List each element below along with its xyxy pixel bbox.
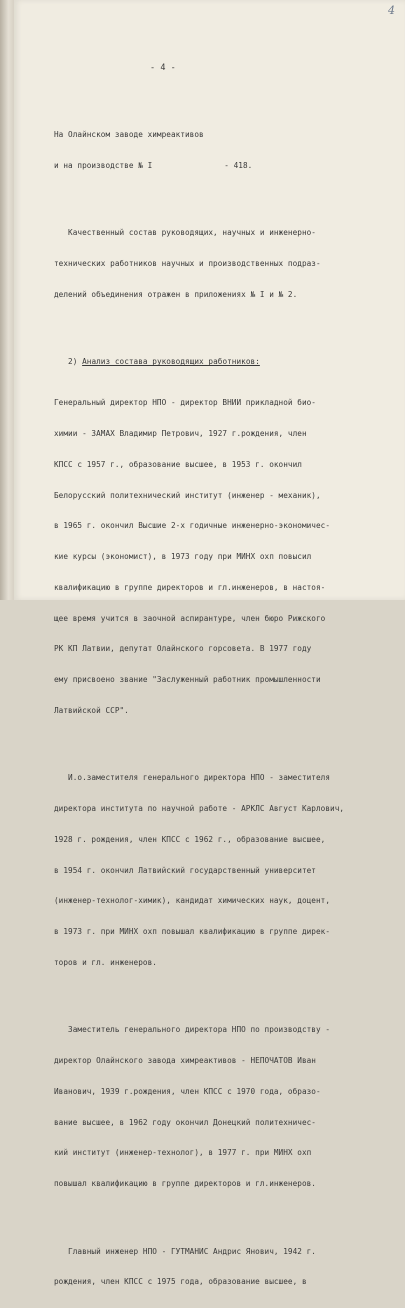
deputy1-line: (инженер-технолог-химик), кандидат химических наук, доцент, [54,896,331,906]
deputy1-line: И.о.заместителя генерального директора НПО - заместителя [54,773,331,783]
director-line: щее время учится в заочной аспирантуре, член бюро Рижского [54,613,326,623]
heading-line-1: На Олайнском заводе химреактивов [54,130,204,139]
director-line: квалификацию в группе директоров и гл.инженеров, в настоя- [54,582,326,592]
director-line: Латвийской ССР". [54,705,129,715]
director-line: кие курсы (экономист), в 1973 году при МИНХ охп повысил [54,552,312,561]
director-line: ему присвоено звание "Заслуженный работник промышленности [54,675,321,684]
deputy1-line: в 1973 г. при МИНХ охп повышал квалификацию в группе дирек- [54,927,331,936]
deputy1-line: торов и гл. инженеров. [54,957,157,967]
intro-line: Качественный состав руководящих, научных и инженерно- [54,228,316,238]
intro-line: технических работников научных и производственных подраз- [54,259,321,268]
document-binding-edge [0,0,15,600]
document-page [14,0,405,1287]
director-line: КПСС с 1957 г., образование высшее, в 1953 г. окончил [54,459,302,469]
page-number-mark: 4 [388,4,395,17]
director-line: Белорусский политехнический институт (инженер - механик), [54,490,321,500]
page-label: - 4 - [150,62,176,73]
director-line: в 1965 г. окончил Высшие 2-х годичные инженерно-экономичес- [54,521,331,531]
intro-line: делений объединения отражен в приложениях № I и № 2. [54,289,298,299]
deputy2-line: повышал квалификацию в группе директоров и гл.инженеров. [54,1179,316,1188]
deputy1-line: директора института по научной работе - АРКЛС Август Карлович, [54,804,345,813]
deputy1-line: 1928 г. рождения, член КПСС с 1962 г., образование высшее, [54,834,326,844]
section-number: 2) [68,357,78,367]
section-title: Анализ состава руководящих работников: [82,357,260,367]
chief-engineer-line: Главный инженер НПО - ГУТМАНИС Андрис Янович, 1942 г. [54,1246,316,1256]
deputy2-line: вание высшее, в 1962 году окончил Донецкий политехничес- [54,1117,316,1127]
document-body [54,42,404,1308]
director-line: Генеральный директор НПО - директор ВНИИ прикладной био- [54,398,316,408]
heading-line-2-text: и на производстве № I [54,160,153,170]
chief-engineer-line: рождения, член КПСС с 1975 года, образование высшее, в [54,1277,307,1287]
deputy2-line: Иванович, 1939 г.рождения, член КПСС с 1970 года, образо- [54,1086,321,1096]
director-line: РК КП Латвии, депутат Олайнского горсовета. В 1977 году [54,644,312,654]
deputy2-line: кий институт (инженер-технолог), в 1977 г. при МИНХ охп [54,1148,312,1158]
deputy2-line: Заместитель генерального директора НПО по производству - [54,1025,331,1035]
heading-line-2 [54,161,404,171]
deputy2-line: директор Олайнского завода химреактивов - НЕПОЧАТОВ Иван [54,1056,316,1065]
deputy1-line: в 1954 г. окончил Латвийский государственный университет [54,865,316,875]
director-line: химии - ЗАМАХ Владимир Петрович, 1927 г.рождения, член [54,429,307,438]
heading-count: - 418. [224,160,253,170]
section-heading [54,357,404,367]
